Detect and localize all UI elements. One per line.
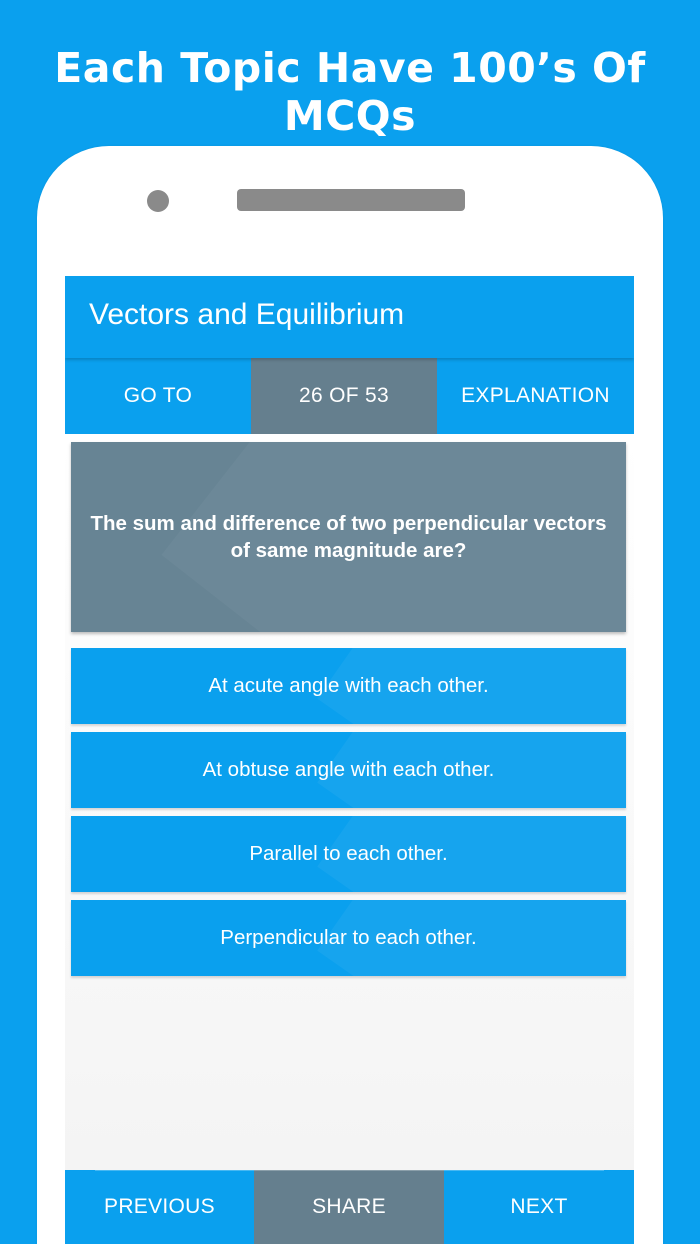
quiz-tab-row — [65, 358, 634, 434]
share-button[interactable]: SHARE — [254, 1170, 444, 1244]
app-screen — [65, 276, 634, 1244]
earpiece-speaker — [237, 189, 465, 211]
quiz-content — [65, 434, 634, 1170]
question-card — [71, 442, 626, 632]
answer-option-1[interactable] — [71, 648, 626, 724]
question-counter: 26 OF 53 — [251, 358, 437, 434]
bottom-divider — [95, 1170, 604, 1171]
front-camera — [147, 190, 169, 212]
page-title: Vectors and Equilibrium — [89, 298, 405, 331]
answer-option-label: Parallel to each other. — [249, 842, 448, 865]
promo-headline: Each Topic Have 100’s Of MCQs — [54, 44, 646, 140]
answer-option-label: Perpendicular to each other. — [220, 926, 477, 949]
answer-option-label: At obtuse angle with each other. — [202, 758, 495, 781]
answer-option-2[interactable] — [71, 732, 626, 808]
answer-option-3[interactable] — [71, 816, 626, 892]
next-button[interactable]: NEXT — [510, 1195, 568, 1218]
bottom-navigation — [65, 1170, 634, 1244]
answer-option-label: At acute angle with each other. — [208, 674, 489, 697]
app-bar — [65, 276, 634, 358]
explanation-button[interactable]: EXPLANATION — [461, 384, 610, 407]
answer-option-4[interactable] — [71, 900, 626, 976]
previous-button[interactable]: PREVIOUS — [104, 1195, 215, 1218]
question-text: The sum and difference of two perpendicular vectors of same magnitude are? — [90, 512, 607, 562]
go-to-button[interactable]: GO TO — [123, 384, 193, 407]
